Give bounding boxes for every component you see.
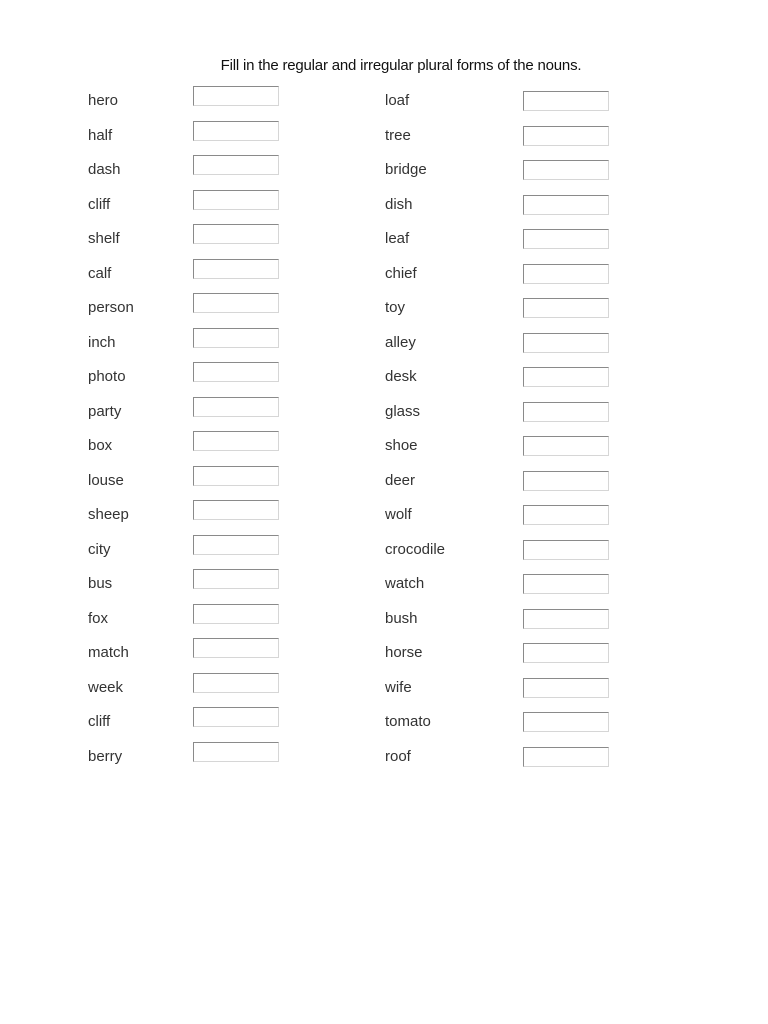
plural-answer-input[interactable]	[523, 747, 609, 767]
noun-label: crocodile	[385, 540, 446, 558]
left-word-row	[88, 609, 328, 633]
plural-answer-input[interactable]	[523, 574, 609, 594]
plural-answer-input[interactable]	[193, 431, 279, 451]
noun-label: hero	[88, 92, 119, 109]
noun-label: cliff	[88, 713, 111, 730]
plural-answer-input[interactable]	[523, 643, 609, 663]
plural-answer-input[interactable]	[193, 535, 279, 555]
left-word-row	[88, 229, 328, 253]
noun-label: wolf	[385, 506, 412, 523]
noun-label: loaf	[385, 92, 410, 109]
noun-label: party	[88, 402, 122, 420]
left-word-row	[88, 160, 328, 184]
left-word-row	[88, 540, 328, 564]
right-word-row	[385, 402, 625, 426]
right-word-row	[385, 126, 625, 150]
plural-answer-input[interactable]	[523, 471, 609, 491]
right-word-row	[385, 333, 625, 357]
plural-answer-input[interactable]	[193, 673, 279, 693]
noun-label: dish	[385, 195, 413, 213]
noun-label: wife	[385, 678, 412, 696]
left-word-row	[88, 402, 328, 426]
plural-answer-input[interactable]	[193, 121, 279, 141]
left-word-row	[88, 367, 328, 391]
right-word-row	[385, 160, 625, 184]
noun-label: match	[88, 644, 129, 661]
right-word-row	[385, 747, 625, 771]
plural-answer-input[interactable]	[523, 91, 609, 111]
left-word-row	[88, 91, 328, 115]
left-word-row	[88, 643, 328, 667]
noun-label: chief	[385, 264, 417, 282]
left-word-row	[88, 505, 328, 529]
noun-label: leaf	[385, 230, 410, 247]
right-word-row	[385, 298, 625, 322]
noun-label: glass	[385, 402, 421, 420]
right-word-row	[385, 264, 625, 288]
noun-label: shoe	[385, 437, 418, 454]
left-word-row	[88, 747, 328, 771]
plural-answer-input[interactable]	[193, 569, 279, 589]
right-word-row	[385, 91, 625, 115]
plural-answer-input[interactable]	[193, 86, 279, 106]
right-word-row	[385, 574, 625, 598]
left-word-row	[88, 333, 328, 357]
plural-answer-input[interactable]	[523, 712, 609, 732]
plural-answer-input[interactable]	[523, 402, 609, 422]
plural-answer-input[interactable]	[523, 264, 609, 284]
noun-label: cliff	[88, 195, 111, 213]
plural-answer-input[interactable]	[193, 328, 279, 348]
right-word-row	[385, 195, 625, 219]
plural-answer-input[interactable]	[523, 229, 609, 249]
right-word-row	[385, 229, 625, 253]
noun-label: person	[88, 299, 134, 316]
right-word-row	[385, 505, 625, 529]
left-word-row	[88, 126, 328, 150]
noun-label: berry	[88, 747, 123, 765]
plural-answer-input[interactable]	[193, 293, 279, 313]
plural-answer-input[interactable]	[523, 195, 609, 215]
plural-answer-input[interactable]	[523, 505, 609, 525]
noun-label: dash	[88, 161, 121, 178]
plural-answer-input[interactable]	[193, 500, 279, 520]
plural-answer-input[interactable]	[193, 742, 279, 762]
plural-answer-input[interactable]	[523, 678, 609, 698]
plural-answer-input[interactable]	[523, 298, 609, 318]
right-word-row	[385, 436, 625, 460]
noun-label: shelf	[88, 230, 120, 247]
right-word-row	[385, 712, 625, 736]
left-word-row	[88, 471, 328, 495]
plural-answer-input[interactable]	[193, 604, 279, 624]
left-word-row	[88, 298, 328, 322]
plural-answer-input[interactable]	[193, 224, 279, 244]
noun-label: photo	[88, 368, 126, 385]
right-word-row	[385, 609, 625, 633]
noun-label: box	[88, 437, 113, 454]
plural-answer-input[interactable]	[523, 609, 609, 629]
plural-answer-input[interactable]	[523, 160, 609, 180]
plural-answer-input[interactable]	[523, 540, 609, 560]
left-word-row	[88, 574, 328, 598]
left-word-row	[88, 712, 328, 736]
noun-label: tomato	[385, 713, 431, 730]
right-word-row	[385, 643, 625, 667]
plural-answer-input[interactable]	[523, 126, 609, 146]
right-word-row	[385, 471, 625, 495]
noun-label: fox	[88, 609, 109, 627]
noun-label: bush	[385, 609, 418, 627]
left-word-row	[88, 264, 328, 288]
plural-answer-input[interactable]	[523, 333, 609, 353]
plural-answer-input[interactable]	[193, 259, 279, 279]
noun-label: bridge	[385, 161, 427, 178]
noun-label: watch	[385, 575, 425, 592]
left-word-row	[88, 195, 328, 219]
plural-answer-input[interactable]	[193, 397, 279, 417]
right-word-row	[385, 540, 625, 564]
noun-label: horse	[385, 644, 423, 661]
noun-label: roof	[385, 747, 411, 765]
noun-label: desk	[385, 368, 417, 385]
noun-label: louse	[88, 471, 124, 489]
noun-label: toy	[385, 299, 406, 316]
plural-answer-input[interactable]	[193, 466, 279, 486]
left-word-row	[88, 678, 328, 702]
noun-label: alley	[385, 333, 416, 351]
noun-label: tree	[385, 126, 411, 144]
noun-label: sheep	[88, 506, 129, 523]
plural-answer-input[interactable]	[523, 436, 609, 456]
plural-answer-input[interactable]	[193, 638, 279, 658]
noun-label: week	[88, 678, 124, 696]
noun-label: deer	[385, 471, 416, 489]
left-word-row	[88, 436, 328, 460]
noun-label: calf	[88, 264, 112, 282]
worksheet-title: Fill in the regular and irregular plural forms of the nouns.	[220, 57, 582, 74]
right-word-row	[385, 367, 625, 391]
noun-label: bus	[88, 575, 113, 592]
noun-label: inch	[88, 333, 116, 351]
plural-answer-input[interactable]	[193, 155, 279, 175]
plural-answer-input[interactable]	[193, 362, 279, 382]
plural-answer-input[interactable]	[523, 367, 609, 387]
noun-label: city	[88, 540, 111, 558]
noun-label: half	[88, 126, 113, 144]
plural-answer-input[interactable]	[193, 190, 279, 210]
plural-answer-input[interactable]	[193, 707, 279, 727]
right-word-row	[385, 678, 625, 702]
